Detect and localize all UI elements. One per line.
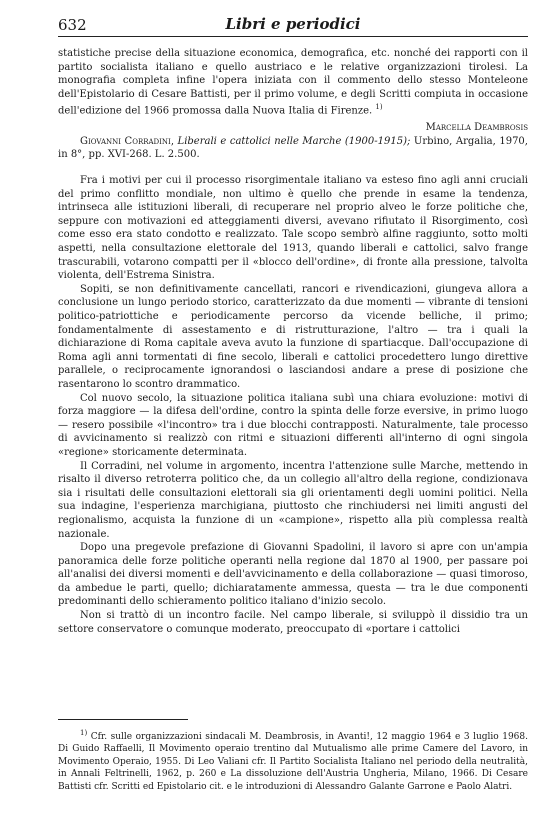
book-citation bbox=[58, 135, 528, 162]
review-paragraph: Il Corradini, nel volume in argomento, incentra l'attenzione sulle Marche, mettendo in risalto il diverso retroterra politico che, da un collegio all'altro della regione, condizionava sia i risultati delle consultazioni elettorali sia gli orientamenti degli uomini politici. Nella sua indagine, l'esperienza marchigiana, piuttosto che rinchiudersi nei limiti angusti del regionalismo, acquista la funzione di un «campione», rispetto alla più complessa realtà nazionale. bbox=[58, 460, 528, 540]
header-rule bbox=[58, 36, 528, 37]
review-paragraph: Non si trattò di un incontro facile. Nel campo liberale, si sviluppò il dissidio tra un settore conservatore o comunque moderato, preoccupato di «portare i cattolici bbox=[58, 610, 528, 635]
review-paragraph: Fra i motivi per cui il processo risorgimentale italiano va esteso fino agli anni cruciali del primo conflitto mondiale, non ultimo è quello che prende in esame la tendenza, intrinseca alle istituzioni liberali, di recuperare nel proprio alveo le forze politiche che, seppure con motivazioni ed atteggiamenti diversi, avevano rifiutato il Risorgimento, così come esso era stato condotto e realizzato. Tale scopo sembrò alfine raggiunto, sotto molti aspetti, nella consultazione elettorale del 1913, quando liberali e cattolici, salvo frange trascurabili, votarono compatti per il «blocco dell'ordine», di fronte alla pressione, talvolta violenta, dell'Estrema Sinistra. bbox=[58, 175, 528, 282]
previous-review-text: statistiche precise della situazione economica, demografica, etc. nonché dei rapporti con il partito socialista italiano e quello austriaco e le relative organizzazioni tirolesi. La monografia completa infine l'opera iniziata con il commento dello stesso Monteleone dell'Epistolario di Cesare Battisti, per il primo volume, e degli Scritti compiuta in occasione dell'edizione del 1966 promossa dalla Nuova Italia di Firenze. bbox=[58, 48, 528, 117]
footnote-mark: 1) bbox=[80, 729, 88, 737]
page-number: 632 bbox=[58, 16, 87, 34]
reviewer-signature: Marcella Deambrosis bbox=[425, 122, 528, 134]
footnote bbox=[58, 727, 528, 793]
review-paragraph: Sopiti, se non definitivamente cancellati, rancori e rivendicazioni, giungeva allora a conclusione un lungo periodo storico, caratterizzato da due momenti — vibrante di tensioni politico-patriottiche e periodicamente percorso da vicende belliche, il primo; fondamentalmente di assestamento e di ristrutturazione, l'altro — tra i quali la dichiarazione di Roma capitale aveva avuto la funzione di spartiacque. Dall'occupazione di Roma agli anni tormentati di fine secolo, liberali e cattolici procedettero lungo direttive parallele, o reciprocamente ignorandosi o lasciandosi andare a prese di posizione che rasentarono lo scontro drammatico. bbox=[58, 283, 528, 390]
footnote-body: Cfr. sulle organizzazioni sindacali M. Deambrosis, in Avanti!, 12 maggio 1964 e 3 luglio 1968. Di Guido Raffaelli, Il Movimento operaio trentino dal Mutualismo alle prime Camere del Lavoro, in Movimento Operaio, 1955. Di Leo Valiani cfr. Il Partito Socialista Italiano nel periodo della neutralità, in Annali Feltrinelli, 1962, p. 260 e La dissoluzione dell'Austria Ungheria, Milano, 1966. Di Cesare Battisti cfr. Scritti ed Epistolario cit. e le introduzioni di Alessandro Galante Garrone e Paolo Alatri. bbox=[58, 732, 528, 792]
footnote-rule bbox=[58, 719, 188, 720]
section-gap bbox=[58, 162, 528, 174]
book-author: Giovanni Corradini, bbox=[80, 135, 174, 147]
previous-review-ending bbox=[58, 47, 528, 118]
main-text bbox=[58, 47, 528, 636]
footnote-text bbox=[58, 727, 528, 793]
review-paragraph: Dopo una pregevole prefazione di Giovanni Spadolini, il lavoro si apre con un'ampia panoramica delle forze politiche operanti nella regione dal 1870 al 1900, per passare poi all'analisi dei diversi momenti e dell'avvicinamento e della collaborazione — quasi timoroso, da ambedue le parti, quello; dichiaratamente ammessa, questa — tra le due componenti predominanti dello schieramento politico italiano d'inizio secolo. bbox=[58, 542, 528, 608]
review-paragraph: Col nuovo secolo, la situazione politica italiana subì una chiara evoluzione: motivi di forza maggiore — la difesa dell'ordine, contro la spinta delle forze eversive, in primo luogo — resero possibile «l'incontro» tra i due blocchi contrapposti. Naturalmente, tale processo di avvicinamento si realizzò con ritmi e situazioni differenti all'interno di ogni singola «regione» storicamente determinata. bbox=[58, 392, 528, 458]
running-title: Libri e periodici bbox=[225, 15, 361, 33]
book-publication: Urbino, Argalia, 1970, in 8°, pp. XVI-268. L. 2.500. bbox=[58, 135, 528, 161]
running-header bbox=[58, 14, 528, 36]
book-title: Liberali e cattolici nelle Marche (1900-1915); bbox=[177, 135, 411, 147]
footnote-reference: 1) bbox=[375, 103, 383, 112]
